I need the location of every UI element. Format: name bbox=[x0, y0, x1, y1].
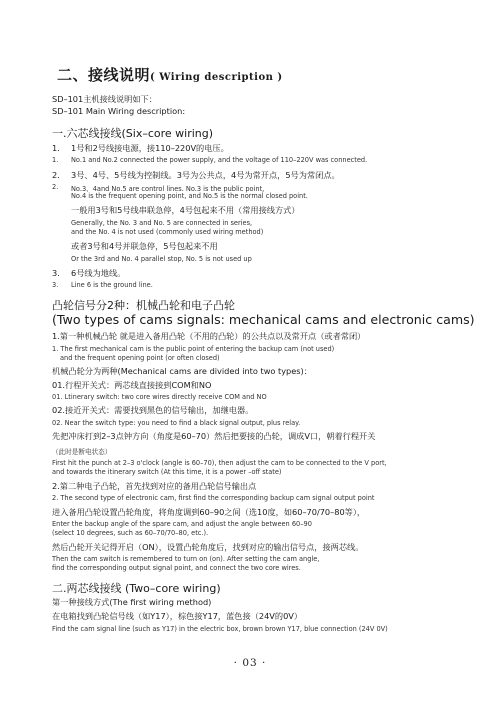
cam-p8-en-line-1: Then the cam switch is remembered to turn on (on). After setting the cam angle, bbox=[52, 555, 320, 563]
cam-p7-cn: 进入备用凸轮设置凸轮角度，将角度调到60–90之间（选10度，如60–70/70–80等）， bbox=[52, 507, 366, 517]
item-2-sub-1-en-line-1: Generally, the No. 3 and No. 5 are connected in series, bbox=[71, 219, 253, 227]
cam-p1-en-line-1: 1. The first mechanical cam is the public point of entering the backup cam (not used) bbox=[52, 345, 335, 353]
item-1-en-number: 1. bbox=[52, 156, 59, 164]
item-2-sub-1-cn: 一般用3号和5号线串联急停，4号包起来不用（常用接线方式） bbox=[71, 205, 300, 215]
item-1-number: 1. bbox=[52, 143, 60, 153]
item-2-sub-2-cn: 或者3号和4号并联急停，5号包起来不用 bbox=[71, 241, 218, 251]
intro-cn: SD–101主机接线说明如下： bbox=[52, 94, 157, 104]
page-number: · 03 · bbox=[233, 657, 267, 669]
cam-p1-cn: 1.第一种机械凸轮 就是进入备用凸轮（不用的凸轮）的公共点以及常开点（或者常闭） bbox=[52, 331, 366, 341]
cam-p5-en-line-1: First hit the punch at 2–3 o'clock (angle is 60–70), then adjust the cam to be connected to the V port, bbox=[52, 459, 387, 467]
cam-p5-en-line-2: and towards the itinerary switch (At this time, it is a power –off state) bbox=[52, 468, 282, 476]
item-2-en-line-2: No.4 is the frequent opening point, and No.5 is the normal closed point. bbox=[71, 192, 308, 200]
cam-p2: 机械凸轮分为两种(Mechanical cams are divided into two types)： bbox=[52, 366, 312, 376]
item-3-cn: 6号线为地线。 bbox=[71, 268, 126, 278]
cam-p4-en: 02. Near the switch type: you need to find a black signal output, plus relay. bbox=[52, 419, 301, 427]
cam-p6-cn: 2.第二种电子凸轮，首先找到对应的备用凸轮信号输出点 bbox=[52, 481, 257, 491]
item-3-number: 3. bbox=[52, 268, 60, 278]
two-core-method-1-cn: 在电箱找到凸轮信号线（如Y17），棕色接Y17，蓝色接（24V的0V） bbox=[52, 611, 303, 621]
item-2-number: 2. bbox=[52, 170, 60, 180]
item-2-sub-1-en-line-2: and the No. 4 is not used (commonly used wiring method) bbox=[71, 228, 264, 236]
item-1-cn: 1号和2号线接电源，接110–220V的电压。 bbox=[71, 143, 229, 153]
cam-p1-en-line-2: and the frequent opening point (or often closed) bbox=[60, 354, 220, 362]
two-core-method-1-en: Find the cam signal line (such as Y17) in the electric box, brown brown Y17, blue connection (24V 0V) bbox=[52, 625, 388, 633]
page-title bbox=[57, 64, 283, 85]
cam-p8-en-line-2: find the corresponding output signal point, and connect the two core wires. bbox=[52, 564, 301, 572]
cam-p3-cn: 01.行程开关式：两芯线直接接到COM和NO bbox=[52, 380, 212, 390]
item-3-en: Line 6 is the ground line. bbox=[71, 281, 153, 289]
item-2-en-number: 2. bbox=[52, 183, 59, 191]
page-title-cn: 二、接线说明 bbox=[57, 66, 151, 84]
item-2-cn: 3号、4号、5号线为控制线。3号为公共点，4号为常开点，5号为常闭点。 bbox=[71, 170, 340, 180]
page-title-en: ( Wiring description ) bbox=[150, 72, 283, 83]
two-core-heading: 二.两芯线接线 (Two–core wiring) bbox=[52, 582, 221, 595]
item-2-sub-2-en: Or the 3rd and No. 4 parallel stop, No. 5 is not used up bbox=[71, 255, 252, 263]
intro-en: SD–101 Main Wiring description: bbox=[52, 106, 186, 116]
cam-p7-en-line-1: Enter the backup angle of the spare cam, and adjust the angle between 60–90 bbox=[52, 520, 312, 528]
item-3-en-number: 3. bbox=[52, 281, 59, 289]
six-core-heading: 一.六芯线接线(Six–core wiring) bbox=[52, 127, 214, 140]
cam-p4-cn: 02.接近开关式：需要找到黑色的信号输出，加继电器。 bbox=[52, 405, 254, 415]
two-core-method-1: 第一种接线方式(The first wiring method) bbox=[52, 597, 212, 607]
cam-p5-cn-line-2: （此时是断电状态） bbox=[52, 448, 112, 456]
cam-p5-cn-line-1: 先把冲床打到2–3点钟方向（角度是60–70）然后把要接的凸轮，调成V口，朝着行程开关 bbox=[52, 431, 376, 441]
cam-p3-en: 01. Ltinerary switch: two core wires directly receive COM and NO bbox=[52, 393, 267, 401]
cam-heading-en: (Two types of cams signals: mechanical cams and electronic cams) bbox=[52, 312, 475, 327]
cam-heading-cn: 凸轮信号分2种：机械凸轮和电子凸轮 bbox=[52, 299, 235, 312]
item-1-en: No.1 and No.2 connected the power supply, and the voltage of 110–220V was connected. bbox=[71, 156, 368, 164]
cam-p6-en: 2. The second type of electronic cam, first find the corresponding backup cam signal output point bbox=[52, 494, 375, 502]
item-2-en-line-1: No.3、4and No.5 are control lines. No.3 is the public point, bbox=[71, 185, 265, 193]
cam-p8-cn: 然后凸轮开关记得开启（ON），设置凸轮角度后，找到对应的输出信号点，接两芯线。 bbox=[52, 542, 364, 552]
cam-p7-en-line-2: (select 10 degrees, such as 60–70/70–80, etc.). bbox=[52, 529, 209, 537]
